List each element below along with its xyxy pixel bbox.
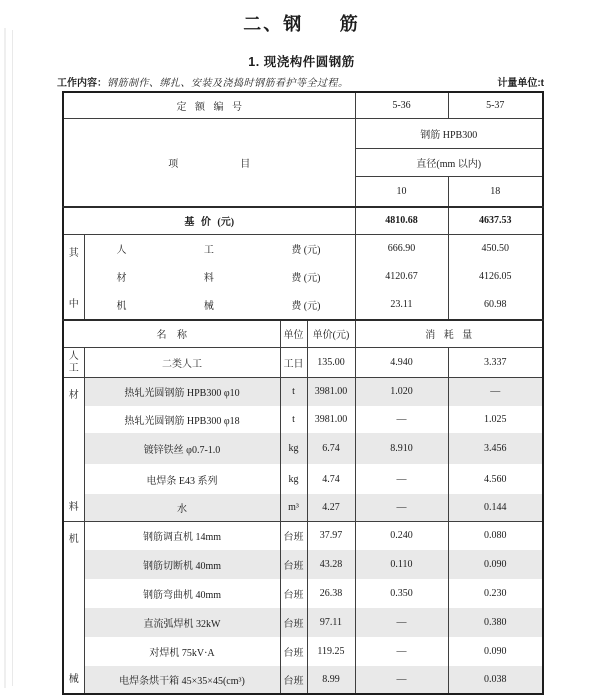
row-amount-cell: — [355, 666, 448, 694]
row-amount-cell: — [355, 608, 448, 637]
row-unit-cell: 台班 [280, 550, 307, 579]
row-amount-cell: — [355, 406, 448, 433]
labor-fee-value: 450.50 [481, 243, 509, 254]
qizhong-stack [64, 235, 84, 319]
row-amount-cell: 0.090 [448, 637, 543, 665]
row-price-cell: 97.11 [307, 608, 355, 637]
row-name-cell: 热轧光圆钢筋 HPB300 φ18 [84, 406, 280, 433]
quota-label: 定 额 编 号 [176, 101, 242, 113]
row-amount-cell: 0.110 [355, 550, 448, 579]
row-amount-cell: 0.230 [448, 579, 543, 608]
row-amount-cell: 4.940 [355, 348, 448, 378]
row-name-cell: 直流弧焊机 32kW [84, 608, 280, 637]
row-name-cell: 镀锌铁丝 φ0.7-1.0 [84, 433, 280, 464]
base-price-label: 基 价 (元) [184, 217, 235, 229]
row-name-cell: 对焊机 75kV·A [84, 637, 280, 665]
fee-values-cell-1 [355, 234, 448, 320]
quota-label-cell [63, 92, 355, 118]
col-header-amount: 消 耗 量 [355, 320, 543, 348]
table-row [63, 378, 543, 406]
table-row [63, 666, 543, 694]
fee-labels-cell [84, 234, 355, 320]
section-title: 1. 现浇构件圆钢筋 [248, 55, 355, 69]
table-row [63, 608, 543, 637]
row-name-cell: 二类人工 [84, 348, 280, 378]
row-amount-cell: 8.910 [355, 433, 448, 464]
group-labor-cell: 人 工 [63, 348, 84, 378]
table-row [63, 637, 543, 665]
qizhong-char: 中 [68, 298, 79, 310]
row-price-cell: 43.28 [307, 550, 355, 579]
table-row [63, 207, 543, 234]
page-title: 二、钢 筋 [243, 14, 360, 34]
row-name-cell: 电焊条烘干箱 45×35×45(cm³) [84, 666, 280, 694]
diameter-label-cell: 直径(mm 以内) [355, 148, 543, 176]
row-name-cell: 电焊条 E43 系列 [84, 464, 280, 494]
item-label-left: 项 [168, 158, 179, 170]
table-row [63, 234, 543, 320]
work-content-text: 钢筋制作、绑扎、安装及浇捣时钢筋看护等全过程。 [107, 78, 349, 89]
base-price-label-cell [63, 207, 355, 234]
row-name-cell: 水 [84, 494, 280, 521]
row-amount-cell: 3.456 [448, 433, 543, 464]
qizhong-char: 其 [68, 247, 79, 259]
material-fee-label: 材 料 费 (元) [116, 273, 321, 284]
diameter-value-cell: 10 [355, 176, 448, 207]
machine-fee-label: 机 械 费 (元) [116, 301, 321, 312]
row-amount-cell: 0.038 [448, 666, 543, 694]
machine-fee-value: 60.98 [484, 299, 507, 310]
row-unit-cell: 台班 [280, 666, 307, 694]
fee-labels [85, 235, 355, 319]
table-row [63, 550, 543, 579]
quota-code-cell: 5-37 [448, 92, 543, 118]
material-fee-value: 4120.67 [385, 271, 418, 282]
row-unit-cell: 台班 [280, 637, 307, 665]
col-header-unit: 单位 [280, 320, 307, 348]
row-amount-cell: 0.080 [448, 522, 543, 550]
quota-code-cell: 5-36 [355, 92, 448, 118]
row-amount-cell: 0.350 [355, 579, 448, 608]
row-unit-cell: 台班 [280, 522, 307, 550]
col-header-name: 名 称 [63, 320, 280, 348]
measure-unit: 计量单位:t [497, 78, 544, 89]
table-row [63, 494, 543, 521]
row-unit-cell: t [280, 406, 307, 433]
table-row [63, 522, 543, 550]
row-unit-cell: kg [280, 464, 307, 494]
group-machine-cell: 机 械 [63, 522, 84, 695]
table-row [63, 118, 543, 148]
material-fee-value: 4126.05 [479, 271, 512, 282]
row-name-cell: 热轧光圆钢筋 HPB300 φ10 [84, 378, 280, 406]
row-amount-cell: 1.020 [355, 378, 448, 406]
row-price-cell: 26.38 [307, 579, 355, 608]
quota-table [62, 91, 544, 695]
table-row [63, 464, 543, 494]
rebar-type-cell: 钢筋 HPB300 [355, 118, 543, 148]
row-name-cell: 钢筋弯曲机 40mm [84, 579, 280, 608]
diameter-value-cell: 18 [448, 176, 543, 207]
table-row [63, 433, 543, 464]
work-content [57, 74, 349, 89]
scan-streak [12, 30, 13, 686]
row-price-cell: 6.74 [307, 433, 355, 464]
row-unit-cell: kg [280, 433, 307, 464]
row-amount-cell: 0.240 [355, 522, 448, 550]
fee-values-cell-2 [448, 234, 543, 320]
row-price-cell: 3981.00 [307, 378, 355, 406]
row-unit-cell: 工日 [280, 348, 307, 378]
work-content-label: 工作内容： [57, 78, 107, 89]
row-unit-cell: 台班 [280, 608, 307, 637]
labor-fee-value: 666.90 [387, 243, 416, 254]
info-line [57, 74, 544, 89]
item-label-right: 目 [240, 158, 251, 170]
row-amount-cell: 1.025 [448, 406, 543, 433]
base-price-value-cell: 4637.53 [448, 207, 543, 234]
labor-fee-label: 人 工 费 (元) [116, 245, 321, 256]
row-amount-cell: — [355, 464, 448, 494]
row-amount-cell: — [355, 637, 448, 665]
row-amount-cell: — [448, 378, 543, 406]
base-price-value-cell: 4810.68 [355, 207, 448, 234]
scan-streak [4, 28, 6, 688]
row-price-cell: 135.00 [307, 348, 355, 378]
group-material-cell: 材 料 [63, 378, 84, 522]
col-header-price: 单价(元) [307, 320, 355, 348]
table-row [63, 92, 543, 118]
row-price-cell: 119.25 [307, 637, 355, 665]
qizhong-cell [63, 234, 84, 320]
row-unit-cell: t [280, 378, 307, 406]
row-price-cell: 3981.00 [307, 406, 355, 433]
table-row [63, 579, 543, 608]
row-price-cell: 4.74 [307, 464, 355, 494]
row-price-cell: 37.97 [307, 522, 355, 550]
row-name-cell: 钢筋调直机 14mm [84, 522, 280, 550]
table-row [63, 348, 543, 378]
item-label-cell [63, 118, 355, 207]
row-unit-cell: m³ [280, 494, 307, 521]
row-price-cell: 4.27 [307, 494, 355, 521]
row-amount-cell: — [355, 494, 448, 521]
table-row [63, 406, 543, 433]
row-amount-cell: 0.090 [448, 550, 543, 579]
row-name-cell: 钢筋切断机 40mm [84, 550, 280, 579]
machine-fee-value: 23.11 [390, 299, 413, 310]
item-label [64, 155, 355, 170]
row-amount-cell: 0.144 [448, 494, 543, 521]
table-row [63, 320, 543, 348]
row-unit-cell: 台班 [280, 579, 307, 608]
row-amount-cell: 4.560 [448, 464, 543, 494]
row-price-cell: 8.99 [307, 666, 355, 694]
row-amount-cell: 3.337 [448, 348, 543, 378]
row-amount-cell: 0.380 [448, 608, 543, 637]
